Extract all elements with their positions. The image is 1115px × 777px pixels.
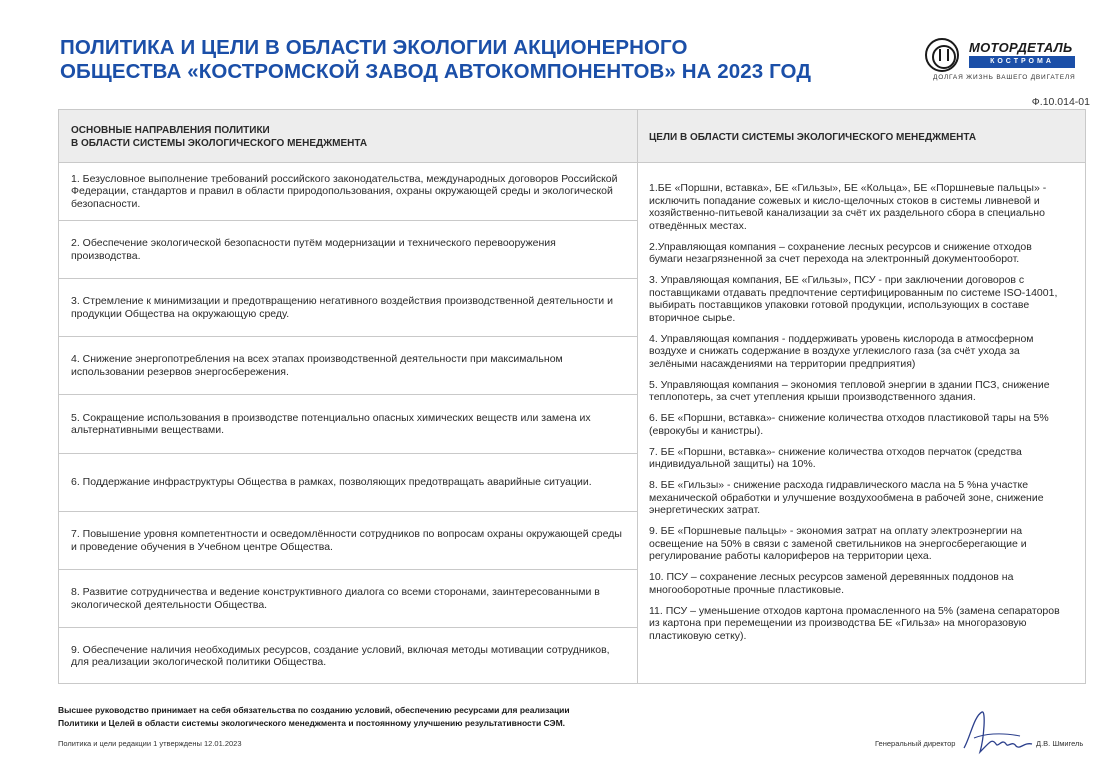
form-code: Ф.10.014-01 <box>1031 96 1090 108</box>
goal-item: 2.Управляющая компания – сохранение лесных ресурсов и снижение отходов бумаги незагрязненной за счет перехода на электронный документооборот. <box>649 240 1032 265</box>
goal-item: 9. БЕ «Поршневые пальцы» - экономия затрат на оплату электроэнергии на освещение на 50% в связи с заменой светильников на энергосберегающие и регулирование работы калориферов на территории цеха. <box>649 525 1027 562</box>
edition-note: Политика и цели редакции 1 утверждены 12.01.2023 <box>58 739 242 748</box>
column-divider <box>637 110 638 683</box>
policy-text: 2. Обеспечение экологической безопасности путём модернизации и технического перевооружения производства. <box>71 237 556 262</box>
policy-text: 3. Стремление к минимизации и предотвращению негативного воздействия производственной деятельности и продукции Общества на окружающую среду. <box>71 295 613 320</box>
commitment-line2: Политики и Целей в области системы экологического менеджмента и постоянному улучшению результативности СЭМ. <box>58 718 566 728</box>
header-left-line2: В ОБЛАСТИ СИСТЕМЫ ЭКОЛОГИЧЕСКОГО МЕНЕДЖМЕНТА <box>71 138 368 149</box>
policy-row <box>59 454 637 512</box>
goal-item: 1.БЕ «Поршни, вставка», БЕ «Гильзы», БЕ «Кольца», БЕ «Поршневые пальцы» - исключить попадание сожевых и кисло-щелочных стоков в системы ливневой и хозяйственно-питьевой канализации за счёт их раздельного сбора в специально отведённых местах. <box>649 182 1047 232</box>
policy-text: 6. Поддержание инфраструктуры Общества в рамках, позволяющих предотвращать аварийные ситуации. <box>71 476 592 489</box>
policy-text: 5. Сокращение использования в производстве потенциально опасных химических веществ или замена их альтернативными веществами. <box>71 411 591 436</box>
page-title-line1: ПОЛИТИКА И ЦЕЛИ В ОБЛАСТИ ЭКОЛОГИИ АКЦИОНЕРНОГО <box>60 36 688 59</box>
policy-text: 7. Повышение уровня компетентности и осведомлённости сотрудников по вопросам охраны окружающей среды и проведение обучения в Учебном центре Общества. <box>71 528 622 553</box>
policy-text: 8. Развитие сотрудничества и ведение конструктивного диалога со всеми сторонами, заинтересованными в экологической деятельности Общества. <box>71 586 600 611</box>
policy-row <box>59 221 637 279</box>
goals-column <box>649 182 1067 651</box>
page-title-line2: ОБЩЕСТВА «КОСТРОМСКОЙ ЗАВОД АВТОКОМПОНЕНТОВ» НА 2023 ГОД <box>60 60 812 83</box>
header-left-line1: ОСНОВНЫЕ НАПРАВЛЕНИЯ ПОЛИТИКИ <box>71 125 270 136</box>
logo-city: КОСТРОМА <box>969 56 1075 68</box>
goal-item: 8. БЕ «Гильзы» - снижение расхода гидравлического масла на 5 %на участке механической обработки и улучшение воздухообмена в рабочей зоне, снижение энергетических затрат. <box>649 479 1044 516</box>
table-header <box>59 110 1085 163</box>
policy-row <box>59 628 637 684</box>
goal-item: 3. Управляющая компания, БЕ «Гильзы», ПСУ - при заключении договоров с поставщиками отдавать предпочтение сертифицированным по системе ISO-14001, выбирать поставщиков упаковки готовой продукции, использующих в составе вторичное сырье. <box>649 274 1058 324</box>
policy-text: 9. Обеспечение наличия необходимых ресурсов, создание условий, включая методы мотивации сотрудников, для реализации экологической политики Общества. <box>71 643 610 668</box>
header-policy-directions <box>71 124 367 150</box>
policy-row <box>59 279 637 337</box>
management-commitment <box>58 704 678 730</box>
header-goals: ЦЕЛИ В ОБЛАСТИ СИСТЕМЫ ЭКОЛОГИЧЕСКОГО МЕНЕДЖМЕНТА <box>649 132 977 143</box>
piston-emblem-icon <box>925 38 959 72</box>
policy-row <box>59 570 637 628</box>
policy-row <box>59 395 637 454</box>
goal-item: 7. БЕ «Поршни, вставка»- снижение количества отходов перчаток (средства индивидуальной защиты) на 10%. <box>649 445 1022 470</box>
goal-item: 10. ПСУ – сохранение лесных ресурсов заменой деревянных поддонов на многооборотные прочные пластиковые. <box>649 571 1014 596</box>
goal-item: 6. БЕ «Поршни, вставка»- снижение количества отходов пластиковой тары на 5% (еврокубы и канистры). <box>649 412 1049 437</box>
page-title <box>60 36 880 84</box>
policy-row <box>59 163 637 221</box>
logo-brand: МОТОРДЕТАЛЬ <box>969 40 1073 55</box>
goal-item: 4. Управляющая компания - поддерживать уровень кислорода в атмосферном воздухе и снижать содержание в воздухе углекислого газа (за счёт ухода за зелёными насаждениями на территории предприятия) <box>649 332 1034 370</box>
goal-item: 5. Управляющая компания – экономия тепловой энергии в здании ПСЗ, снижение теплопотерь, за счет утепления крыши производственного здания. <box>649 378 1050 403</box>
signatory-title: Генеральный директор <box>875 739 956 748</box>
company-logo <box>925 38 1085 86</box>
logo-slogan: ДОЛГАЯ ЖИЗНЬ ВАШЕГО ДВИГАТЕЛЯ <box>933 74 1076 81</box>
policy-text: 4. Снижение энергопотребления на всех этапах производственной деятельности при максимальном использовании резервов энергосбережения. <box>71 353 563 378</box>
policy-row <box>59 512 637 570</box>
policy-text: 1. Безусловное выполнение требований российского законодательства, международных договоров Российской Федерации, стандартов и правил в области природопользования, охраны окружающей среды и экологической безопасности. <box>71 172 618 210</box>
handwritten-signature-icon <box>960 708 1036 758</box>
policy-row <box>59 337 637 395</box>
signatory-name: Д.В. Шмигель <box>1036 739 1084 748</box>
goal-item: 11. ПСУ – уменьшение отходов картона промасленного на 5% (замена сепараторов из картона при перемещении из производства БЕ «Гильза» на многоразовую пластиковую сетку). <box>649 604 1060 642</box>
policy-goals-table <box>58 109 1086 684</box>
commitment-line1: Высшее руководство принимает на себя обязательства по созданию условий, обеспечению ресурсами для реализации <box>58 705 570 715</box>
